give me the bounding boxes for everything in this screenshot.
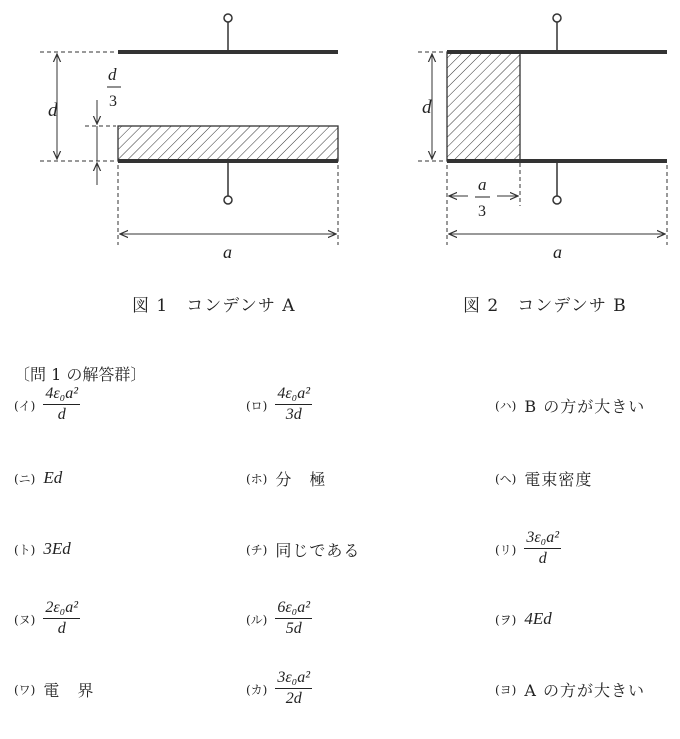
answer-option: [495, 458, 592, 498]
answer-fraction: [524, 530, 561, 568]
fig2-label-frac-den: 3: [478, 203, 486, 220]
answer-fraction: [275, 386, 312, 424]
fraction-denominator: 3d: [285, 406, 302, 423]
answer-label: (ワ): [14, 682, 36, 697]
answer-option: [246, 529, 360, 569]
capacitor-figures: [0, 0, 680, 330]
answer-option: [495, 599, 552, 639]
answer-label: (ロ): [246, 398, 268, 413]
answer-option: [495, 669, 645, 709]
fig2-label-a: a: [553, 242, 562, 262]
answer-fraction: [43, 386, 80, 424]
answer-fraction: [43, 600, 80, 638]
answer-text: 分 極: [275, 469, 327, 489]
answer-option: [14, 529, 71, 569]
answer-option: [14, 669, 94, 709]
fig1-label-third-num: d: [108, 65, 117, 84]
answer-label: (ヌ): [14, 612, 36, 627]
answer-label: (ヨ): [495, 682, 517, 697]
answer-label: (ヘ): [495, 471, 517, 486]
fig2-label-frac-num: a: [478, 175, 487, 194]
answer-option: [246, 385, 312, 425]
answer-option: [246, 669, 312, 709]
answer-text: 電束密度: [524, 469, 593, 489]
answer-text: 電 界: [43, 680, 95, 700]
fig1-label-a: a: [223, 242, 232, 262]
answer-fraction: [275, 600, 312, 638]
figure2-caption: 図 2 コンデンサ B: [463, 296, 627, 316]
answer-label: (ハ): [495, 398, 517, 413]
fig1-label-third-den: 3: [109, 93, 117, 110]
fraction-denominator: d: [57, 620, 66, 637]
fraction-numerator: 6ε₀a²: [275, 600, 312, 619]
answer-text: 同じである: [275, 540, 361, 560]
answer-group-header: 〔問 1 の解答群〕: [14, 365, 147, 384]
answer-option: [14, 599, 80, 639]
fig1-label-d: d: [48, 100, 58, 121]
answer-label: (チ): [246, 542, 268, 557]
answer-option: [495, 529, 561, 569]
fraction-denominator: 2d: [285, 690, 302, 707]
fraction-numerator: 4ε₀a²: [43, 386, 80, 405]
answer-label: (ホ): [246, 471, 268, 486]
answer-option: [495, 385, 645, 425]
answer-label: (ヲ): [495, 612, 517, 627]
fraction-numerator: 3ε₀a²: [275, 670, 312, 689]
answer-label: (ト): [14, 542, 36, 557]
answer-expression: 3Ed: [43, 539, 71, 558]
answer-text: B の方が大きい: [524, 396, 646, 416]
answer-label: (カ): [246, 682, 268, 697]
answer-label: (ニ): [14, 471, 36, 486]
fig2-label-d: d: [422, 97, 432, 118]
answer-expression: 4Ed: [524, 609, 552, 628]
answer-text: A の方が大きい: [524, 680, 646, 700]
answer-option: [14, 458, 62, 498]
answer-option: [14, 385, 80, 425]
fraction-numerator: 2ε₀a²: [43, 600, 80, 619]
fraction-numerator: 3ε₀a²: [524, 530, 561, 549]
capacitor-b-diagram: [418, 14, 667, 245]
answer-label: (イ): [14, 398, 36, 413]
answer-label: (リ): [495, 542, 517, 557]
capacitor-a-diagram: [40, 14, 338, 245]
fraction-numerator: 4ε₀a²: [275, 386, 312, 405]
answer-expression: Ed: [43, 468, 63, 487]
fraction-denominator: 5d: [285, 620, 302, 637]
fraction-denominator: d: [538, 550, 547, 567]
answer-fraction: [275, 670, 312, 708]
fraction-denominator: d: [57, 406, 66, 423]
answer-option: [246, 599, 312, 639]
answer-option: [246, 458, 326, 498]
answer-label: (ル): [246, 612, 268, 627]
figure1-caption: 図 1 コンデンサ A: [132, 296, 296, 316]
